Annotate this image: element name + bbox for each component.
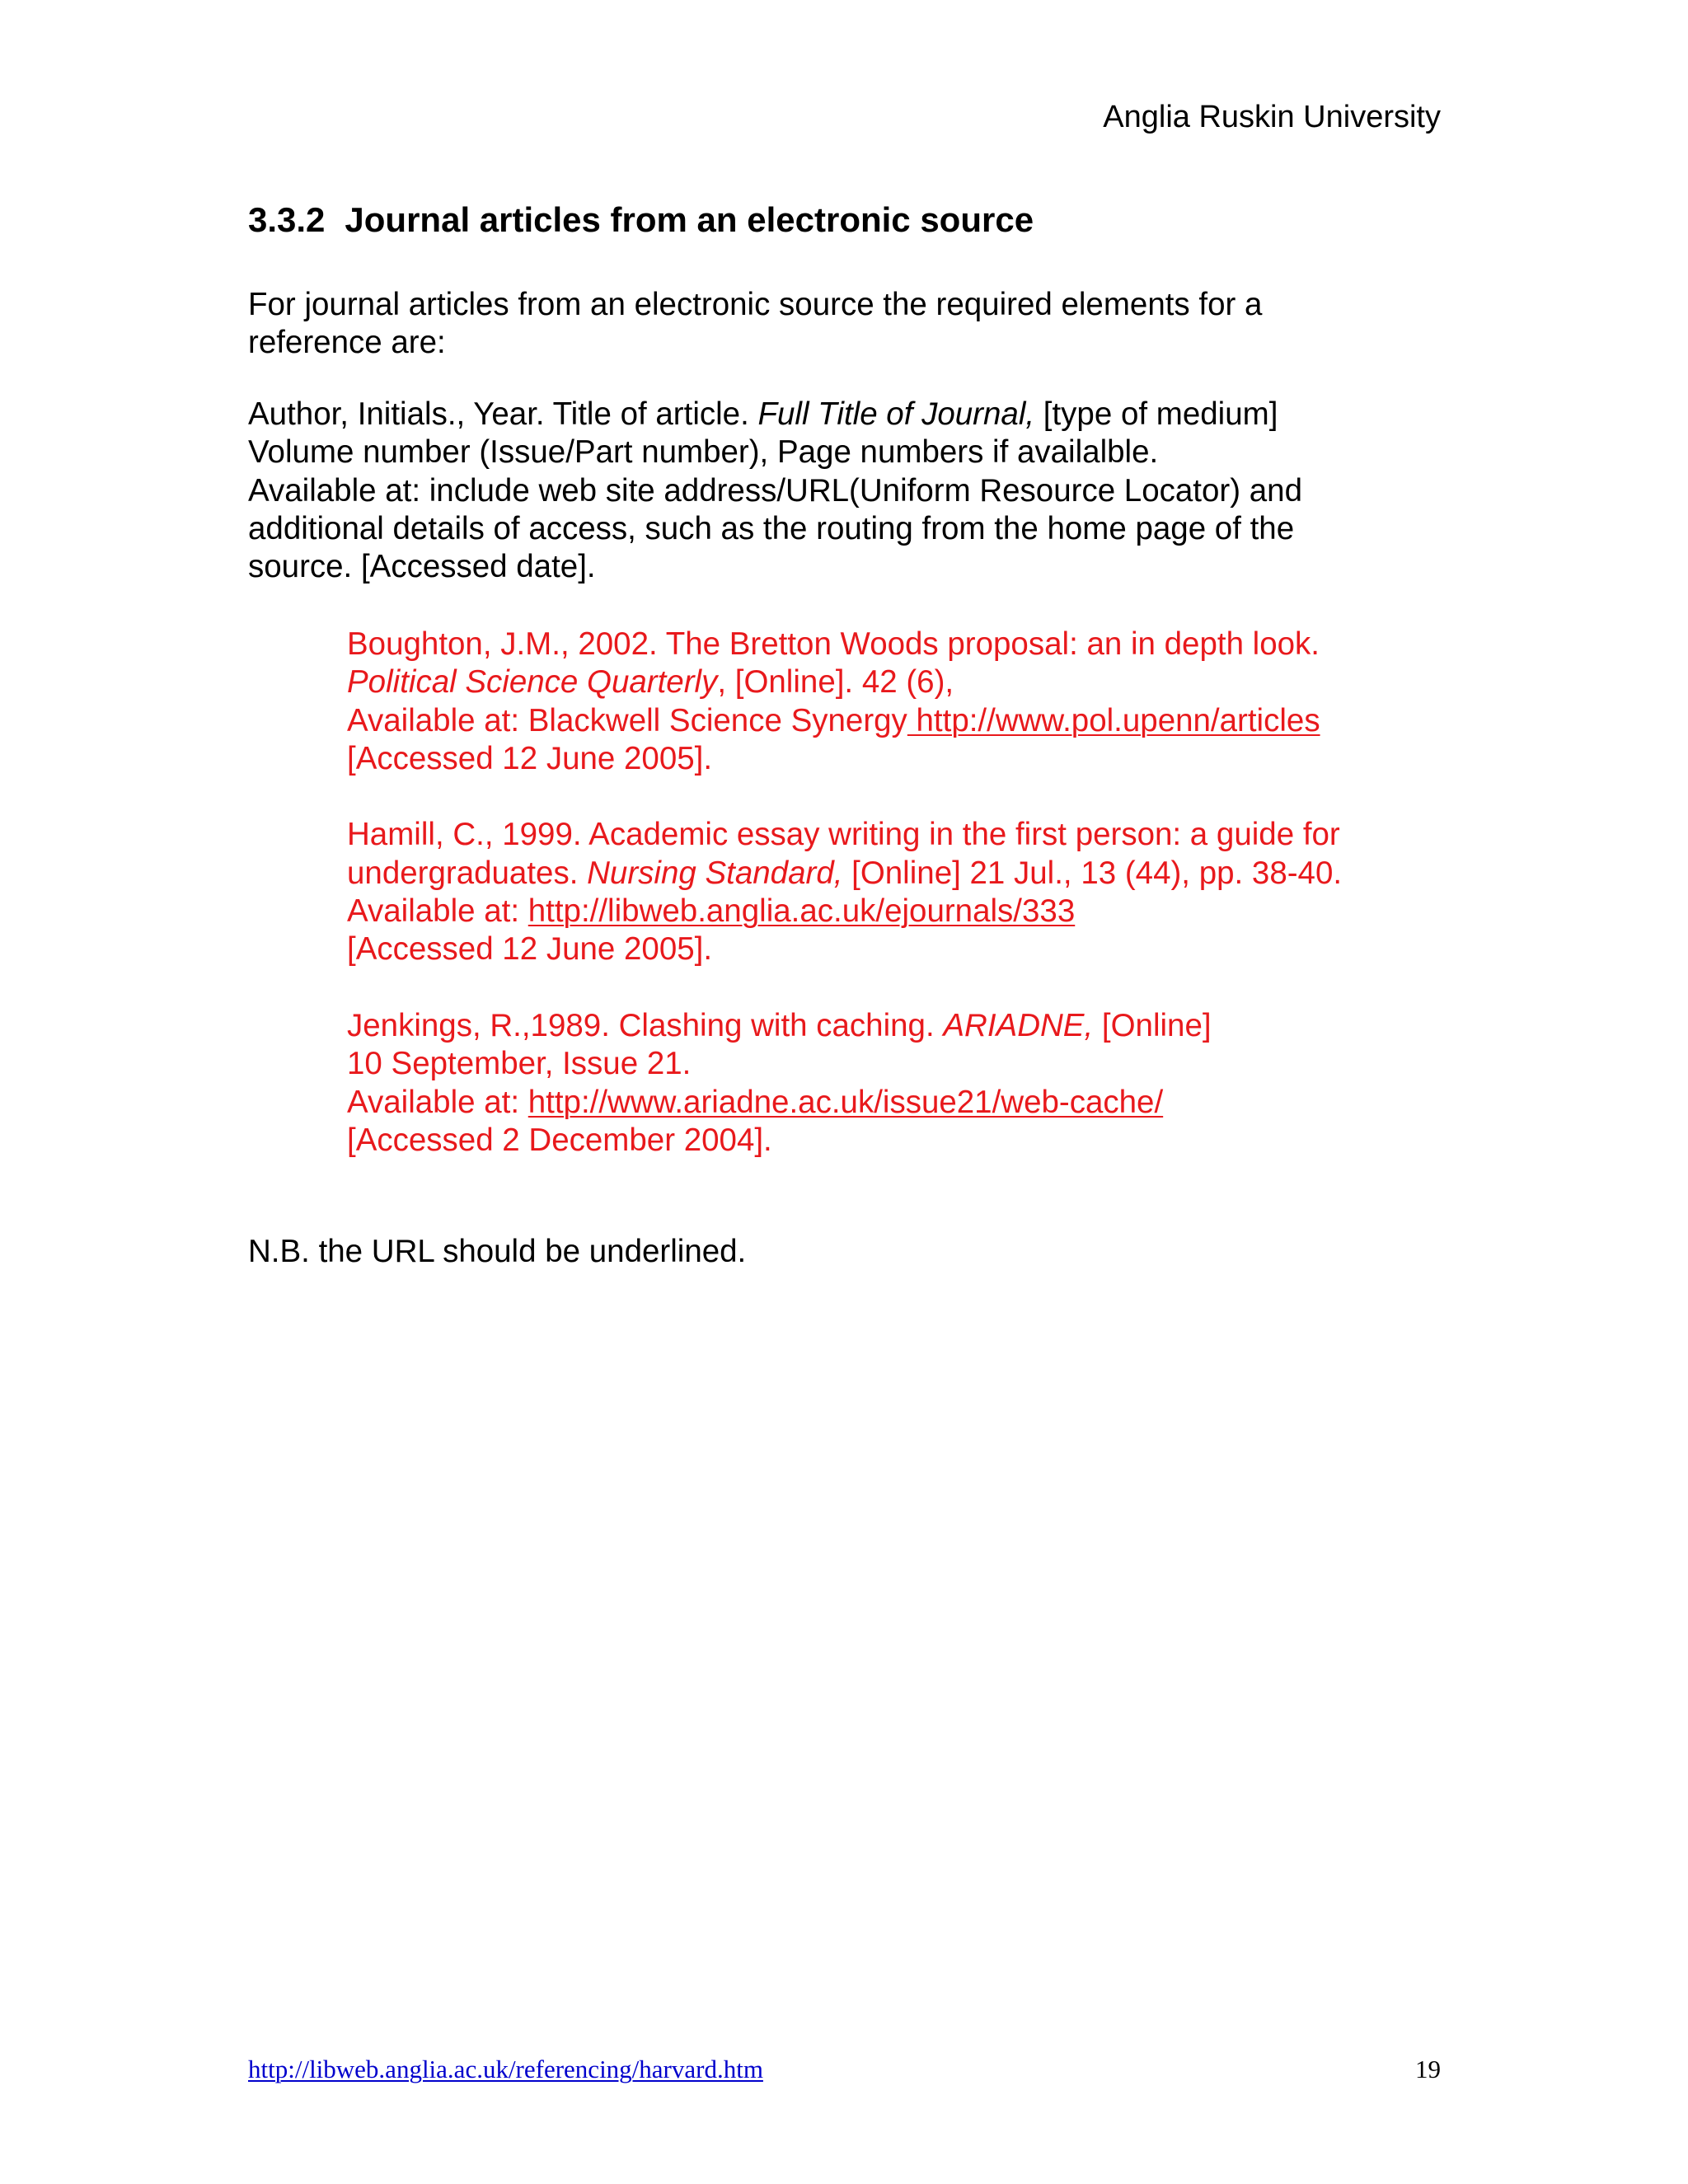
format-line-4: additional details of access, such as the routing from the home page of the (248, 510, 1295, 546)
section-heading (248, 198, 1034, 242)
note-url-underlined: N.B. the URL should be underlined. (248, 1234, 747, 1269)
example-line-3 (347, 702, 1342, 740)
example-volume-issue: , [Online]. 42 (6), (717, 664, 954, 701)
example-journal-title: Political Science Quarterly (347, 664, 718, 701)
example-accessed-date: [Accessed 12 June 2005]. (347, 931, 713, 968)
example-line-1: Boughton, J.M., 2002. The Bretton Woods proposal: an in depth look. (347, 626, 1320, 662)
footer-url-link[interactable]: http://libweb.anglia.ac.uk/referencing/harvard.htm (248, 2055, 763, 2083)
example-medium: [Online] (1093, 1007, 1212, 1043)
format-line-5: source. [Accessed date]. (248, 549, 596, 585)
example-journal-title: Nursing Standard, (587, 855, 843, 891)
example-line-2-prefix: undergraduates. (347, 855, 588, 891)
example-url-link[interactable]: http://www.pol.upenn/articles (907, 702, 1320, 738)
intro-line-2: reference are: (248, 325, 446, 361)
example-line-2 (347, 663, 1342, 701)
format-line-1 (248, 396, 1302, 434)
example-line-1-prefix: Jenkings, R.,1989. Clashing with caching. (347, 1007, 944, 1043)
example-journal-title: ARIADNE, (943, 1007, 1094, 1043)
example-url-link[interactable]: http://libweb.anglia.ac.uk/ejournals/333 (528, 893, 1076, 930)
section-number: 3.3.2 (248, 200, 326, 239)
reference-examples (347, 626, 1342, 1197)
example-available-at: Available at: (347, 893, 528, 930)
example-line-2: 10 September, Issue 21. (347, 1046, 692, 1082)
format-medium: [type of medium] (1034, 396, 1278, 432)
example-line-3 (347, 893, 1342, 930)
reference-example-hamill (347, 816, 1342, 968)
format-author-year-title: Author, Initials., Year. Title of article. (248, 396, 758, 432)
example-accessed-date: [Accessed 12 June 2005]. (347, 740, 713, 776)
example-accessed-date: [Accessed 2 December 2004]. (347, 1122, 772, 1158)
format-journal-title: Full Title of Journal, (757, 396, 1035, 432)
intro-paragraph (248, 286, 1262, 363)
format-line-3: Available at: include web site address/URL(Uniform Resource Locator) and (248, 472, 1302, 509)
example-available-at: Available at: (347, 1084, 528, 1120)
reference-format-paragraph (248, 396, 1302, 586)
reference-example-jenkings (347, 1007, 1342, 1160)
example-line-1 (347, 1007, 1342, 1045)
intro-line-1: For journal articles from an electronic source the required elements for a (248, 287, 1263, 322)
example-line-1: Hamill, C., 1999. Academic essay writing in the first person: a guide for (347, 817, 1340, 853)
example-volume-issue: [Online] 21 Jul., 13 (44), pp. 38-40. (842, 855, 1343, 891)
page-header-institution: Anglia Ruskin University (1103, 100, 1441, 134)
page-number: 19 (1415, 2055, 1441, 2083)
example-url-link[interactable]: http://www.ariadne.ac.uk/issue21/web-cache/ (528, 1084, 1164, 1120)
example-line-2 (347, 855, 1342, 893)
example-available-at: Available at: Blackwell Science Synergy (347, 702, 907, 738)
section-title: Journal articles from an electronic source (345, 200, 1034, 239)
format-line-2: Volume number (Issue/Part number), Page numbers if availalble. (248, 434, 1159, 471)
example-line-3 (347, 1084, 1342, 1122)
reference-example-boughton (347, 626, 1342, 778)
